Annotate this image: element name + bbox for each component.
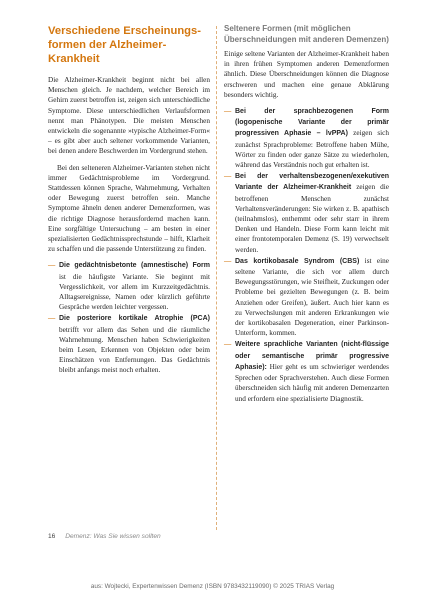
column-divider <box>216 26 217 530</box>
dash-bullet-icon: — <box>48 261 56 270</box>
right-column <box>224 24 389 405</box>
dash-bullet-icon: — <box>224 107 232 116</box>
bullet-text: zeigen die betroffenen Menschen zunächst Verhaltensveränderungen: Sie wirken z. B. apathisch (teilnahmslos), enthemmt oder sehr starr in ihrem Denken und Handeln. Diese Form kann leicht mit einer frontotemporalen Demenz (S. 19) verwechselt werden. <box>235 183 389 254</box>
dash-bullet-icon: — <box>224 256 232 265</box>
bullet-text: ist die häufigste Variante. Sie beginnt mit Vergesslichkeit, vor allem im Kurzzeitgedächtnis. Alltagsereignisse, Namen oder kürzlich geführte Gespräche werden leichter vergessen. <box>59 272 210 312</box>
bullet-term: Weitere sprachliche Varianten (nicht-flüssige oder semantische primär progressive Aphasie): <box>235 341 389 371</box>
bullet-term: Das kortikobasale Syndrom (CBS) <box>235 257 360 265</box>
source-attribution: aus: Wojtecki, Expertenwissen Demenz (ISBN 9783432119090) © 2025 TRIAS Verlag <box>90 583 335 590</box>
left-bullet-list <box>48 260 210 375</box>
right-paragraph-1: Einige seltene Varianten der Alzheimer-Krankheit haben in ihren frühen Symptomen anderen Demenzformen ähnlich. Diese Überschneidungen können die Diagnose erschweren und machen eine genaue Abklärung besonders wichtig. <box>224 50 389 99</box>
section-heading-right: Seltenere Formen (mit möglichen Überschneidungen mit anderen Demenzen) <box>224 24 389 44</box>
dash-bullet-icon: — <box>224 340 232 349</box>
bullet-text: Hier geht es um schwieriger werdendes Sprechen oder Sprachverstehen. Auch diese Formen überschneiden sich häufig mit anderen Demenzarten und erfordern eine spezialisierte Diagnostik. <box>235 362 389 403</box>
bullet-text: ist eine seltene Variante, die sich vor allem durch Bewegungsstörungen, wie Steifheit, Zuckungen oder Probleme bei gezielten Bewegungen (z. B. beim Anziehen oder Greifen), äußert. Auch hier kann es zu Verwechslungen mit anderen Erkrankungen wie der kortikobasalen Degeneration, einer Parkinson-Unterform, kommen. <box>235 256 389 338</box>
dash-bullet-icon: — <box>48 314 56 323</box>
bullet-term: Die gedächtnisbetonte (amnestische) Form <box>59 262 210 270</box>
left-paragraph-2: Bei den selteneren Alzheimer-Varianten stehen nicht immer Gedächtnisprobleme im Vordergrund. Stattdessen können Sprache, Wahrnehmung, Verhalten oder Bewegung zuerst betroffen sein. Manche Symptome ähneln denen anderer Demenzformen, was die richtige Diagnose herausfordernd machen kann. Eine sorgfältige Untersuchung – am besten in einer spezialisierten Gedächtnissprechstunde – hilft, Klarheit zu schaffen und die passende Unterstützung zu finden. <box>48 163 210 254</box>
bullet-text: betrifft vor allem das Sehen und die räumliche Wahrnehmung. Menschen haben Schwierigkeiten beim Lesen, Erkennen von Objekten oder beim Einschätzen von Entfernungen. Das Gedächtnis bleibt anfangs meist noch erhalten. <box>59 325 210 375</box>
bullet-behavioral-variant <box>224 171 389 255</box>
left-paragraph-1: Die Alzheimer-Krankheit beginnt nicht bei allen Menschen gleich. Je nachdem, welcher Bereich im Gehirn zuerst betroffen ist, zeigen sich unterschiedliche Symptome. Diese unterschiedlichen Verlaufsformen nennt man Phänotypen. Die meisten Menschen entwickeln die sogenannte »typische Alzheimer-Form« – es gibt aber auch seltener vorkommende Varianten, bei denen andere Beschwerden im Vordergrund stehen. <box>48 76 210 156</box>
bullet-cbs <box>224 256 389 339</box>
bullet-term: Bei der verhaltensbezogenen/exekutiven Variante der Alzheimer-Krankheit <box>235 173 389 192</box>
left-column <box>48 24 210 377</box>
bullet-pca-form <box>48 313 210 375</box>
bullet-lvppa <box>224 106 389 170</box>
bullet-language-variants <box>224 339 389 403</box>
page-footer <box>48 532 388 541</box>
section-heading-left: Verschiedene Erscheinungsformen der Alzheimer-Krankheit <box>48 25 201 65</box>
bullet-text: zeigen sich zunächst Sprachprobleme: Betroffene haben Mühe, Wörter zu finden oder ganze Sätze zu wiederholen, während das Verständnis noch gut erhalten ist. <box>235 129 389 170</box>
bullet-term: Bei der sprachbezogenen Form (logopenische Variante der primär progressiven Aphasie – lvPPA) <box>235 108 389 138</box>
bullet-amnestic-form <box>48 260 210 312</box>
running-section-title: Demenz: Was Sie wissen sollten <box>65 533 161 540</box>
right-bullet-list <box>224 106 389 404</box>
dash-bullet-icon: — <box>224 172 232 181</box>
page-number: 16 <box>48 533 56 540</box>
bullet-term: Die posteriore kortikale Atrophie (PCA) <box>59 315 210 323</box>
